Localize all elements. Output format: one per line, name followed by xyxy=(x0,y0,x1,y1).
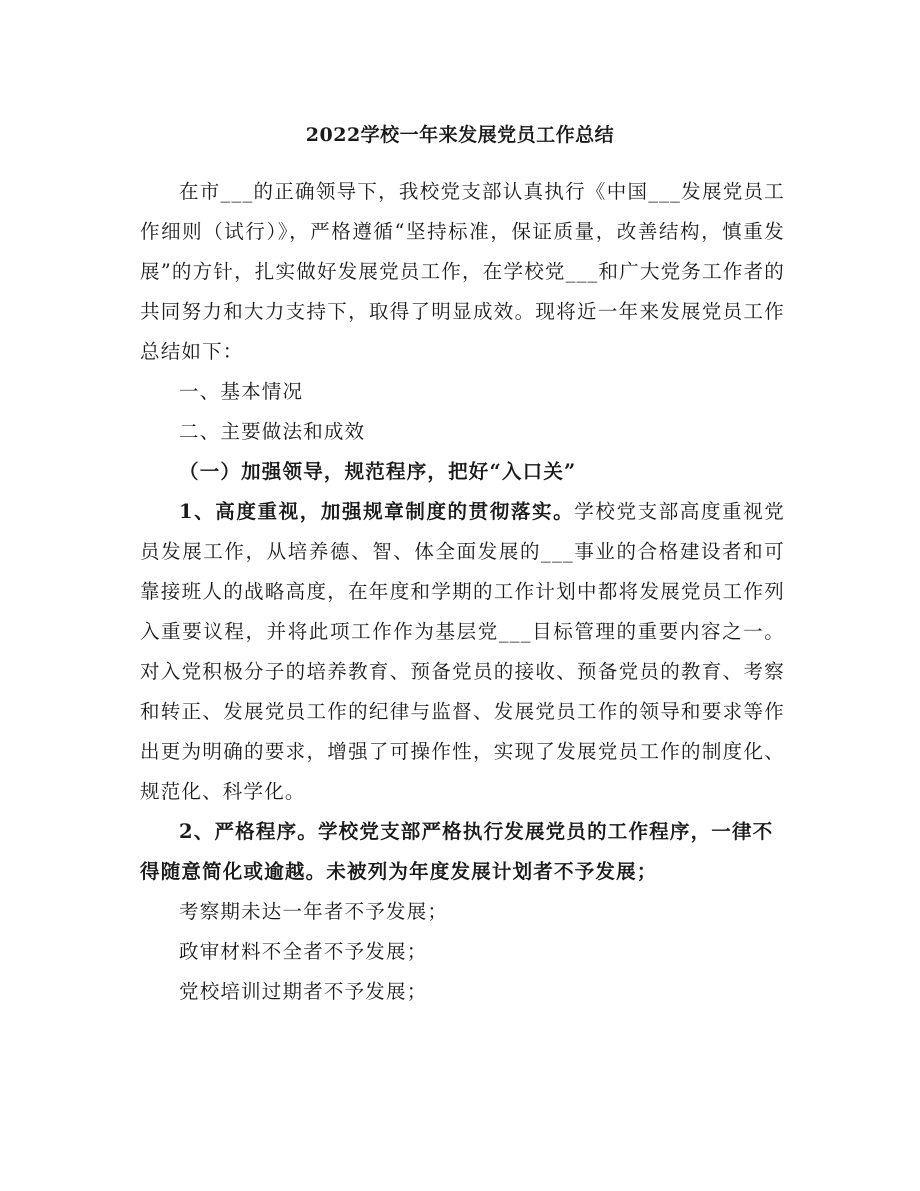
document-body xyxy=(140,172,785,1012)
heading-main-practices: 二、主要做法和成效 xyxy=(179,420,366,443)
item-1-lead: 1、高度重视，加强规章制度的贯彻落实。 xyxy=(179,500,575,523)
item-1-body: 学校党支部高度重视党员发展工作，从培养德、智、体全面发展的___事业的合格建设者和可靠接班人的战略高度，在年度和学期的工作计划中都将发展党员工作列入重要议程，并将此项工作作为基层党___目标管理的重要内容之一。对入党积极分子的培养教育、预备党员的接收、预备党员的教育、考察和转正、发展党员工作的纪律与监督、发展党员工作的领导和要求等作出更为明确的要求，增强了可操作性，实现了发展党员工作的制度化、规范化、科学化。 xyxy=(140,500,785,803)
item-2-paragraph: 2、严格程序。学校党支部严格执行发展党员的工作程序，一律不得随意简化或逾越。未被列为年度发展计划者不予发展； xyxy=(140,820,774,883)
item-1-paragraph xyxy=(140,492,785,812)
rule-line-2: 政审材料不全者不予发展； xyxy=(179,940,428,963)
heading-basic-situation: 一、基本情况 xyxy=(179,380,304,403)
page-title: 2022学校一年来发展党员工作总结 xyxy=(305,124,615,146)
intro-paragraph: 在市___的正确领导下，我校党支部认真执行《中国___发展党员工作细则（试行）》，严格遵循“坚持标准，保证质量，改善结构，慎重发展”的方针，扎实做好发展党员工作，在学校党___和广大党务工作者的共同努力和大力支持下，取得了明显成效。现将近一年来发展党员工作总结如下： xyxy=(140,180,785,363)
subheading-strengthen-leadership: （一）加强领导，规范程序，把好“入口关” xyxy=(179,460,577,483)
rule-line-1: 考察期未达一年者不予发展； xyxy=(179,900,449,923)
rule-line-3: 党校培训过期者不予发展； xyxy=(179,980,428,1003)
